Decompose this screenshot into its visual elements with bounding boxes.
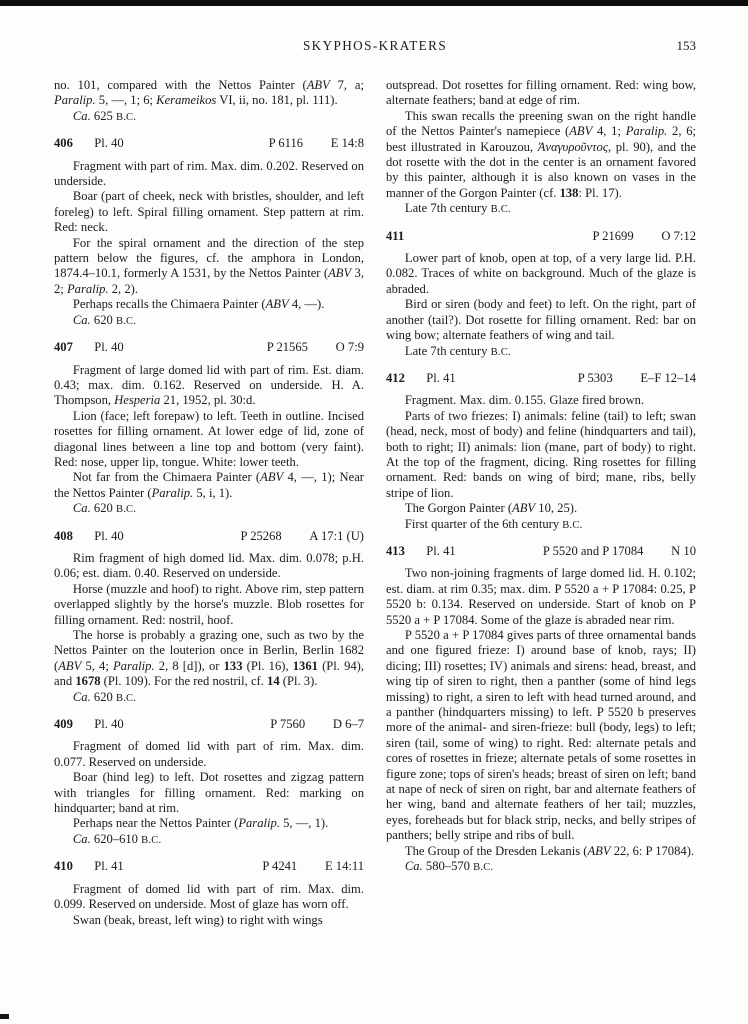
paragraph — [386, 109, 696, 201]
plate-reference: Pl. 40 — [94, 717, 124, 732]
inventory-number: P 25268 — [240, 528, 282, 543]
text-run: 1678 — [75, 674, 101, 689]
paragraph — [386, 201, 696, 217]
paragraph — [54, 832, 364, 848]
grid-reference: O 7:9 — [335, 340, 364, 355]
text-run: Paralip. — [238, 816, 280, 831]
text-run: Late 7th century — [404, 343, 491, 358]
text-run: Fragment. Max. dim. 0.155. Glaze fired brown. — [404, 393, 645, 408]
entry-heading-left — [54, 340, 124, 355]
catalog-number: 410 — [54, 859, 73, 874]
grid-reference: E 14:11 — [324, 859, 364, 874]
plate-reference: Pl. 41 — [426, 370, 456, 385]
text-run: ABV — [265, 297, 289, 312]
paragraph — [386, 393, 696, 408]
entry-heading-right — [270, 717, 364, 732]
text-run: Ca. — [72, 689, 91, 704]
text-run: Paralip. — [625, 124, 668, 139]
text-run: Ca. — [72, 108, 91, 123]
text-run: 4, —, 1); Near the Nettos Painter ( — [54, 470, 364, 500]
text-run: 21, 1952, pl. 30:d. — [160, 393, 256, 408]
paragraph — [386, 78, 696, 109]
text-run: Perhaps near the Nettos Painter ( — [72, 816, 239, 831]
paragraph — [54, 770, 364, 816]
text-run: 620 — [90, 689, 116, 704]
text-run: Hesperia — [114, 393, 161, 408]
grid-reference: D 6–7 — [332, 717, 364, 732]
entry-heading-left — [54, 529, 124, 544]
text-run: 620–610 — [90, 831, 142, 846]
entry-heading-413 — [386, 544, 696, 559]
paragraph — [386, 251, 696, 297]
inventory-number: P 5303 — [577, 370, 613, 385]
text-run: 2, 6; best illustrated in Karouzou, — [386, 124, 696, 154]
paragraph — [54, 109, 364, 125]
text-run: Late 7th century — [404, 201, 491, 216]
entry-heading-411 — [386, 229, 696, 244]
text-run: Rim fragment of high domed lid. Max. dim. 0.078; p.H. 0.06; est. diam. 0.40. Reserved on underside. — [54, 550, 364, 581]
text-run: : Pl. 17). — [578, 185, 622, 200]
text-run: B.C. — [490, 346, 511, 358]
text-run: Not far from the Chimaera Painter ( — [72, 470, 261, 485]
text-run: Paralip. — [54, 93, 96, 108]
plate-reference: Pl. 41 — [426, 543, 456, 558]
paragraph — [54, 297, 364, 312]
text-run: 620 — [90, 501, 116, 516]
text-run: B.C. — [490, 204, 511, 216]
text-run: 5, 4; — [81, 658, 113, 673]
paragraph — [54, 551, 364, 582]
text-run: 22, 6: P 17084). — [610, 843, 695, 858]
text-run: B.C. — [562, 519, 583, 531]
text-run: Perhaps recalls the Chimaera Painter ( — [72, 297, 266, 312]
text-run: 133 — [223, 658, 243, 673]
text-run: 1361 — [292, 658, 318, 673]
scan-edge-artifact — [0, 0, 748, 6]
text-run: outspread. Dot rosettes for filling ornament. Red: wing bow, alternate feathers; band at edge of rim. — [386, 78, 696, 108]
text-run: B.C. — [115, 692, 137, 704]
entry-heading-left — [386, 544, 456, 559]
text-run: 4, 1; — [592, 124, 626, 139]
running-head — [54, 38, 696, 55]
entry-heading-left — [386, 371, 456, 386]
paragraph — [386, 859, 696, 875]
text-run: (Pl. 3). — [279, 674, 318, 689]
paragraph — [54, 470, 364, 501]
text-run: 625 — [90, 108, 116, 123]
catalog-number: 408 — [54, 528, 73, 543]
text-run: B.C. — [473, 862, 494, 874]
text-run: First quarter of the 6th century — [404, 516, 563, 531]
paragraph — [386, 566, 696, 628]
paragraph — [54, 189, 364, 235]
entry-heading-408 — [54, 529, 364, 544]
text-run: Fragment of large domed lid with part of rim. Est. diam. 0.43; max. dim. 0.162. Reserved on underside. H. A. Thompson, — [54, 362, 364, 408]
paragraph — [54, 78, 364, 109]
text-run: Ἀναγυροῦντος — [537, 139, 608, 154]
text-run: Lion (face; left forepaw) to left. Teeth in outline. Incised rosettes for filling ornament. At lower edge of lid, zone of diagonal lines between a line top and bottom (very faint). Red: nose, upper lip, tongue. White: lower teeth. — [54, 408, 364, 469]
inventory-number: P 5520 and P 17084 — [542, 543, 644, 558]
text-run: 10, 25). — [535, 501, 578, 516]
entry-heading-left — [386, 229, 404, 244]
text-run: Paralip. — [66, 281, 109, 296]
entry-heading-406 — [54, 136, 364, 151]
scan-speck-artifact — [0, 1014, 9, 1019]
paragraph — [386, 517, 696, 533]
catalog-number: 411 — [386, 228, 405, 243]
plate-reference: Pl. 40 — [94, 340, 124, 355]
text-run: The Group of the Dresden Lekanis ( — [404, 843, 588, 858]
entry-heading-right — [262, 859, 364, 874]
entry-heading-right — [543, 544, 696, 559]
text-run: The Gorgon Painter ( — [404, 501, 513, 516]
plate-reference: Pl. 40 — [94, 136, 124, 151]
paragraph — [54, 501, 364, 517]
entry-heading-right — [592, 229, 696, 244]
entry-heading-407 — [54, 340, 364, 355]
paragraph — [386, 628, 696, 844]
plate-reference: Pl. 40 — [94, 528, 124, 543]
text-run: Lower part of knob, open at top, of a very large lid. P.H. 0.082. Traces of white on background. Much of the glaze is abraded. — [386, 251, 696, 296]
text-run: B.C. — [115, 504, 137, 516]
entry-heading-right — [578, 371, 696, 386]
text-run: Paralip. — [151, 485, 194, 500]
catalog-number: 413 — [386, 543, 405, 558]
text-run: Boar (hind leg) to left. Dot rosettes and zigzag pattern with triangles for filling ornament. Red: marking on hindquarter; band at rim. — [54, 770, 364, 816]
entry-heading-left — [54, 859, 124, 874]
grid-reference: E 14:8 — [330, 136, 364, 151]
grid-reference: A 17:1 (U) — [309, 528, 364, 543]
text-run: 2, 2). — [108, 281, 138, 296]
text-run: 5, —, 1; 6; — [95, 93, 157, 108]
text-run: 580–570 — [422, 859, 474, 874]
text-run: VI, ii, no. 181, pl. 111). — [216, 93, 338, 108]
text-run: This swan recalls the preening swan on the right handle of the Nettos Painter's namepiece ( — [386, 108, 696, 139]
text-run: ABV — [587, 843, 611, 858]
entry-heading-left — [54, 136, 124, 151]
plate-reference: Pl. 41 — [94, 859, 124, 874]
text-run: B.C. — [115, 111, 137, 123]
text-run: 14 — [267, 674, 280, 689]
paragraph — [54, 816, 364, 831]
text-run: Ca. — [72, 312, 91, 327]
text-run: Paralip. — [112, 658, 155, 673]
paragraph — [386, 297, 696, 343]
text-run: (Pl. 94), and — [54, 658, 365, 689]
inventory-number: P 4241 — [262, 859, 298, 874]
text-run: , pl. 90), and the dot rosette with the dot in the center is an ornament favored by this painter, although it is also known on vases in the manner of the Gorgon Painter (cf. — [386, 139, 696, 200]
text-run: ABV — [512, 501, 536, 516]
paragraph — [54, 313, 364, 329]
entry-heading-right — [267, 340, 364, 355]
catalog-number: 407 — [54, 340, 73, 355]
text-run: Parts of two friezes: I) animals: feline (tail) to left; swan (head, neck, most of body) and feline (hindquarters and tail), both to right; II) animals: lion (mane, part of body) to right. At the top of the fragment, dicing. Ring rosettes for filling ornament. Red: bands on wing of bird; mane, ribs, belly stripe of lion. — [386, 408, 696, 500]
text-run: Fragment of domed lid with part of rim. Max. dim. 0.099. Reserved on underside. Most of glaze has worn off. — [54, 881, 364, 912]
text-run: B.C. — [115, 315, 137, 327]
inventory-number: P 21565 — [266, 340, 308, 355]
text-run: Fragment with part of rim. Max. dim. 0.202. Reserved on underside. — [54, 158, 364, 189]
entry-heading-right — [241, 529, 364, 544]
text-run: 2, 8 [d]), or — [154, 658, 224, 673]
grid-reference: E–F 12–14 — [640, 370, 696, 385]
paragraph — [54, 690, 364, 706]
text-run: For the spiral ornament and the direction of the step pattern below the figures, cf. the amphora in London, 1874.4–10.1, formerly A 1531, by the Nettos Painter ( — [54, 235, 364, 281]
text-run: Ca. — [404, 859, 423, 874]
text-run: Kerameikos — [156, 93, 217, 108]
text-run: no. 101, compared with the Nettos Painter ( — [54, 78, 307, 92]
inventory-number: P 21699 — [592, 228, 634, 243]
entry-heading-left — [54, 717, 124, 732]
text-run: 620 — [90, 312, 116, 327]
text-run: Two non-joining fragments of large domed lid. H. 0.102; est. diam. at rim 0.35; max. dim. P 5520 a + P 17084: 0.25, P 5520 b: 0.134. Reserved on underside. Start of knob on P 5520 a + P 17084. Some of the glaze is abraded near rim. — [386, 566, 696, 627]
text-run: (Pl. 16), — [242, 658, 293, 673]
text-run: Bird or siren (body and feet) to left. On the right, part of another (tail?). Dot rosette for filling ornament. Red: bar on wing bow; alternate feathers of wing and tail. — [386, 297, 696, 343]
inventory-number: P 7560 — [270, 717, 306, 732]
text-run: Boar (part of cheek, neck with bristles, shoulder, and left foreleg) to left. Spiral filling ornament. Step pattern at rim. Red: neck. — [54, 189, 364, 235]
paragraph — [54, 582, 364, 628]
text-run: Swan (beak, breast, left wing) to right with wings — [72, 912, 323, 927]
paragraph — [54, 159, 364, 190]
inventory-number: P 6116 — [268, 136, 304, 151]
text-run: Ca. — [72, 831, 91, 846]
text-run: ABV — [58, 658, 82, 673]
paragraph — [386, 409, 696, 501]
text-run: Fragment of domed lid with part of rim. Max. dim. 0.077. Reserved on underside. — [54, 739, 364, 769]
text-run: 4, —). — [288, 297, 325, 312]
paragraph — [54, 363, 364, 409]
entry-heading-right — [269, 136, 364, 151]
page-title: SKYPHOS-KRATERS — [302, 38, 448, 53]
grid-reference: N 10 — [671, 543, 696, 558]
entry-heading-410 — [54, 859, 364, 874]
right-column — [386, 78, 696, 928]
paragraph — [54, 882, 364, 913]
paragraph — [386, 344, 696, 360]
entry-heading-412 — [386, 371, 696, 386]
paragraph — [54, 409, 364, 471]
text-run: (Pl. 109). For the red nostril, cf. — [100, 674, 268, 689]
text-run: 5, i, 1). — [193, 485, 233, 500]
paragraph — [54, 628, 364, 690]
text-run: P 5520 a + P 17084 gives parts of three ornamental bands and one figured frieze: I) around base of knob, rays; II) dicing; III) rosettes; IV) animals and sirens: head, breast, and wing tip of siren to right, then a panther (some of hind legs missing) to right, a siren to left with head turned around, and a panther (hindquarters missing) to left. P 5520 b preserves more of the animal- and siren-frieze: bull (body, legs) to left; siren (tail, some of wing) to right. Red: alternate petals and cores of rosettes in frieze; alternate petals of some rosettes in figure zone; tops of siren's heads; breast of siren on left; band at nape of neck of siren on right, bar and alternate feathers of her wing, band and alternate feathers of her tail; muzzles, eyes, foreheads but for black strip, necks, and belly stripes of panthers; belly stripe and ribs of bull. — [386, 628, 696, 843]
text-run: 5, —, 1). — [279, 816, 329, 831]
grid-reference: O 7:12 — [661, 228, 696, 243]
catalog-number: 409 — [54, 717, 73, 732]
text-run: ABV — [328, 266, 352, 281]
text-run: The horse is probably a grazing one, such as two by the Nettos Painter on the louterion once in Berlin, Berlin 1682 ( — [54, 628, 364, 673]
page-number: 153 — [676, 38, 696, 53]
text-columns — [54, 78, 696, 928]
paragraph — [386, 844, 696, 859]
paragraph — [54, 739, 364, 770]
text-run: ABV — [306, 78, 330, 92]
text-run: 7, a; — [329, 78, 364, 92]
text-run: 3, 2; — [54, 266, 364, 296]
text-run: B.C. — [141, 834, 162, 846]
paragraph — [386, 501, 696, 516]
text-run: Ca. — [72, 501, 91, 516]
entry-heading-409 — [54, 717, 364, 732]
paragraph — [54, 913, 364, 928]
paragraph — [54, 236, 364, 298]
catalog-number: 406 — [54, 136, 73, 151]
catalog-number: 412 — [386, 370, 405, 385]
text-run: 138 — [559, 185, 579, 200]
text-run: Horse (muzzle and hoof) to right. Above rim, step pattern overlapped slightly by the horse's muzzle. Blob rosettes for filling ornament. Red: nostril, hoof. — [54, 581, 364, 627]
text-run: ABV — [569, 124, 593, 139]
text-run: ABV — [260, 470, 284, 485]
left-column — [54, 78, 364, 928]
